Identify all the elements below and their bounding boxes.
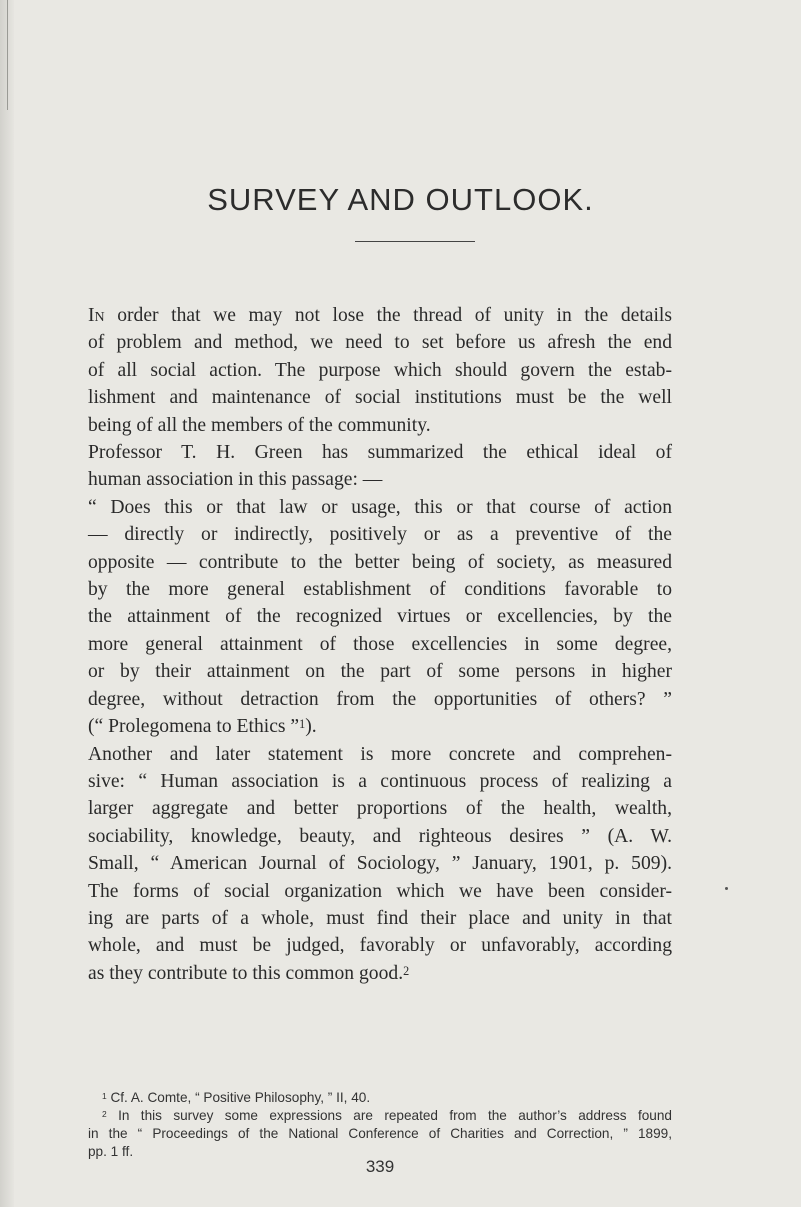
text-line: larger aggregate and better proportions of the health, wealth, bbox=[88, 798, 672, 820]
footnotes bbox=[88, 1089, 672, 1161]
text-line: of problem and method, we need to set before us afresh the end bbox=[88, 332, 672, 354]
quote-line: “ Does this or that law or usage, this or that course of action bbox=[88, 496, 672, 518]
title-rule bbox=[355, 241, 475, 242]
text-line: sociability, knowledge, beauty, and righteous desires ” (A. W. bbox=[88, 825, 672, 847]
footnote-2 bbox=[88, 1107, 672, 1125]
drop-word: In bbox=[88, 305, 105, 326]
text-line: ing are parts of a whole, must find their place and unity in that bbox=[88, 907, 672, 929]
footnote-1 bbox=[88, 1089, 672, 1107]
footnote-ref: 1 bbox=[299, 717, 306, 732]
text-line: being of all the members of the community. bbox=[88, 414, 431, 436]
quote-line: — directly or indirectly, positively or as a preventive of the bbox=[88, 524, 672, 546]
text-line: lishment and maintenance of social institutions must be the well bbox=[88, 387, 672, 409]
quote-line: by the more general establishment of conditions favorable to bbox=[88, 579, 672, 601]
footnote-mark: 2 bbox=[102, 1109, 107, 1119]
final-text: as they contribute to this common good. bbox=[88, 962, 404, 984]
text-line: of all social action. The purpose which should govern the estab- bbox=[88, 359, 672, 381]
text-line: Small, “ American Journal of Sociology, ” January, 1901, p. 509). bbox=[88, 853, 672, 875]
quote-line: degree, without detraction from the opportunities of others? ” bbox=[88, 688, 672, 710]
citation-line bbox=[88, 713, 672, 740]
footnote-text: Cf. A. Comte, “ Positive Philosophy, ” II, 40. bbox=[106, 1090, 371, 1105]
text-line bbox=[88, 302, 672, 329]
text-line: sive: “ Human association is a continuous process of realizing a bbox=[88, 770, 672, 792]
text-line bbox=[88, 960, 672, 987]
page-title: SURVEY AND OUTLOOK. bbox=[207, 182, 594, 217]
quote-line: the attainment of the recognized virtues or excellencies, by the bbox=[88, 606, 672, 628]
text-line: Another and later statement is more concrete and comprehen- bbox=[88, 743, 672, 765]
citation-close: ). bbox=[305, 716, 317, 738]
quote-line: more general attainment of those excellencies in some degree, bbox=[88, 633, 672, 655]
text-line-rest: order that we may not lose the thread of unity in the details bbox=[104, 305, 672, 326]
text-line: The forms of social organization which we have been consider- bbox=[88, 880, 672, 902]
footnote-ref: 2 bbox=[403, 963, 410, 978]
quote-line: opposite — contribute to the better being of society, as measured bbox=[88, 551, 672, 573]
body-text bbox=[88, 302, 672, 987]
text-line: whole, and must be judged, favorably or unfavorably, according bbox=[88, 935, 672, 957]
margin-mark bbox=[725, 887, 728, 890]
footnote-2-line: in the “ Proceedings of the National Conference of Charities and Correction, ” 1899, bbox=[88, 1126, 672, 1141]
footnote-2-line: pp. 1 ff. bbox=[88, 1144, 134, 1159]
page-number: 339 bbox=[365, 1157, 395, 1176]
footnote-mark: 1 bbox=[102, 1091, 107, 1101]
quote-line: or by their attainment on the part of some persons in higher bbox=[88, 661, 672, 683]
footnote-text: In this survey some expressions are repeated from the author’s address found bbox=[106, 1108, 672, 1123]
citation-text: (“ Prolegomena to Ethics ” bbox=[88, 716, 300, 738]
gutter-line bbox=[7, 0, 8, 110]
text-line: Professor T. H. Green has summarized the ethical ideal of bbox=[88, 442, 672, 464]
text-line: human association in this passage: — bbox=[88, 469, 383, 491]
